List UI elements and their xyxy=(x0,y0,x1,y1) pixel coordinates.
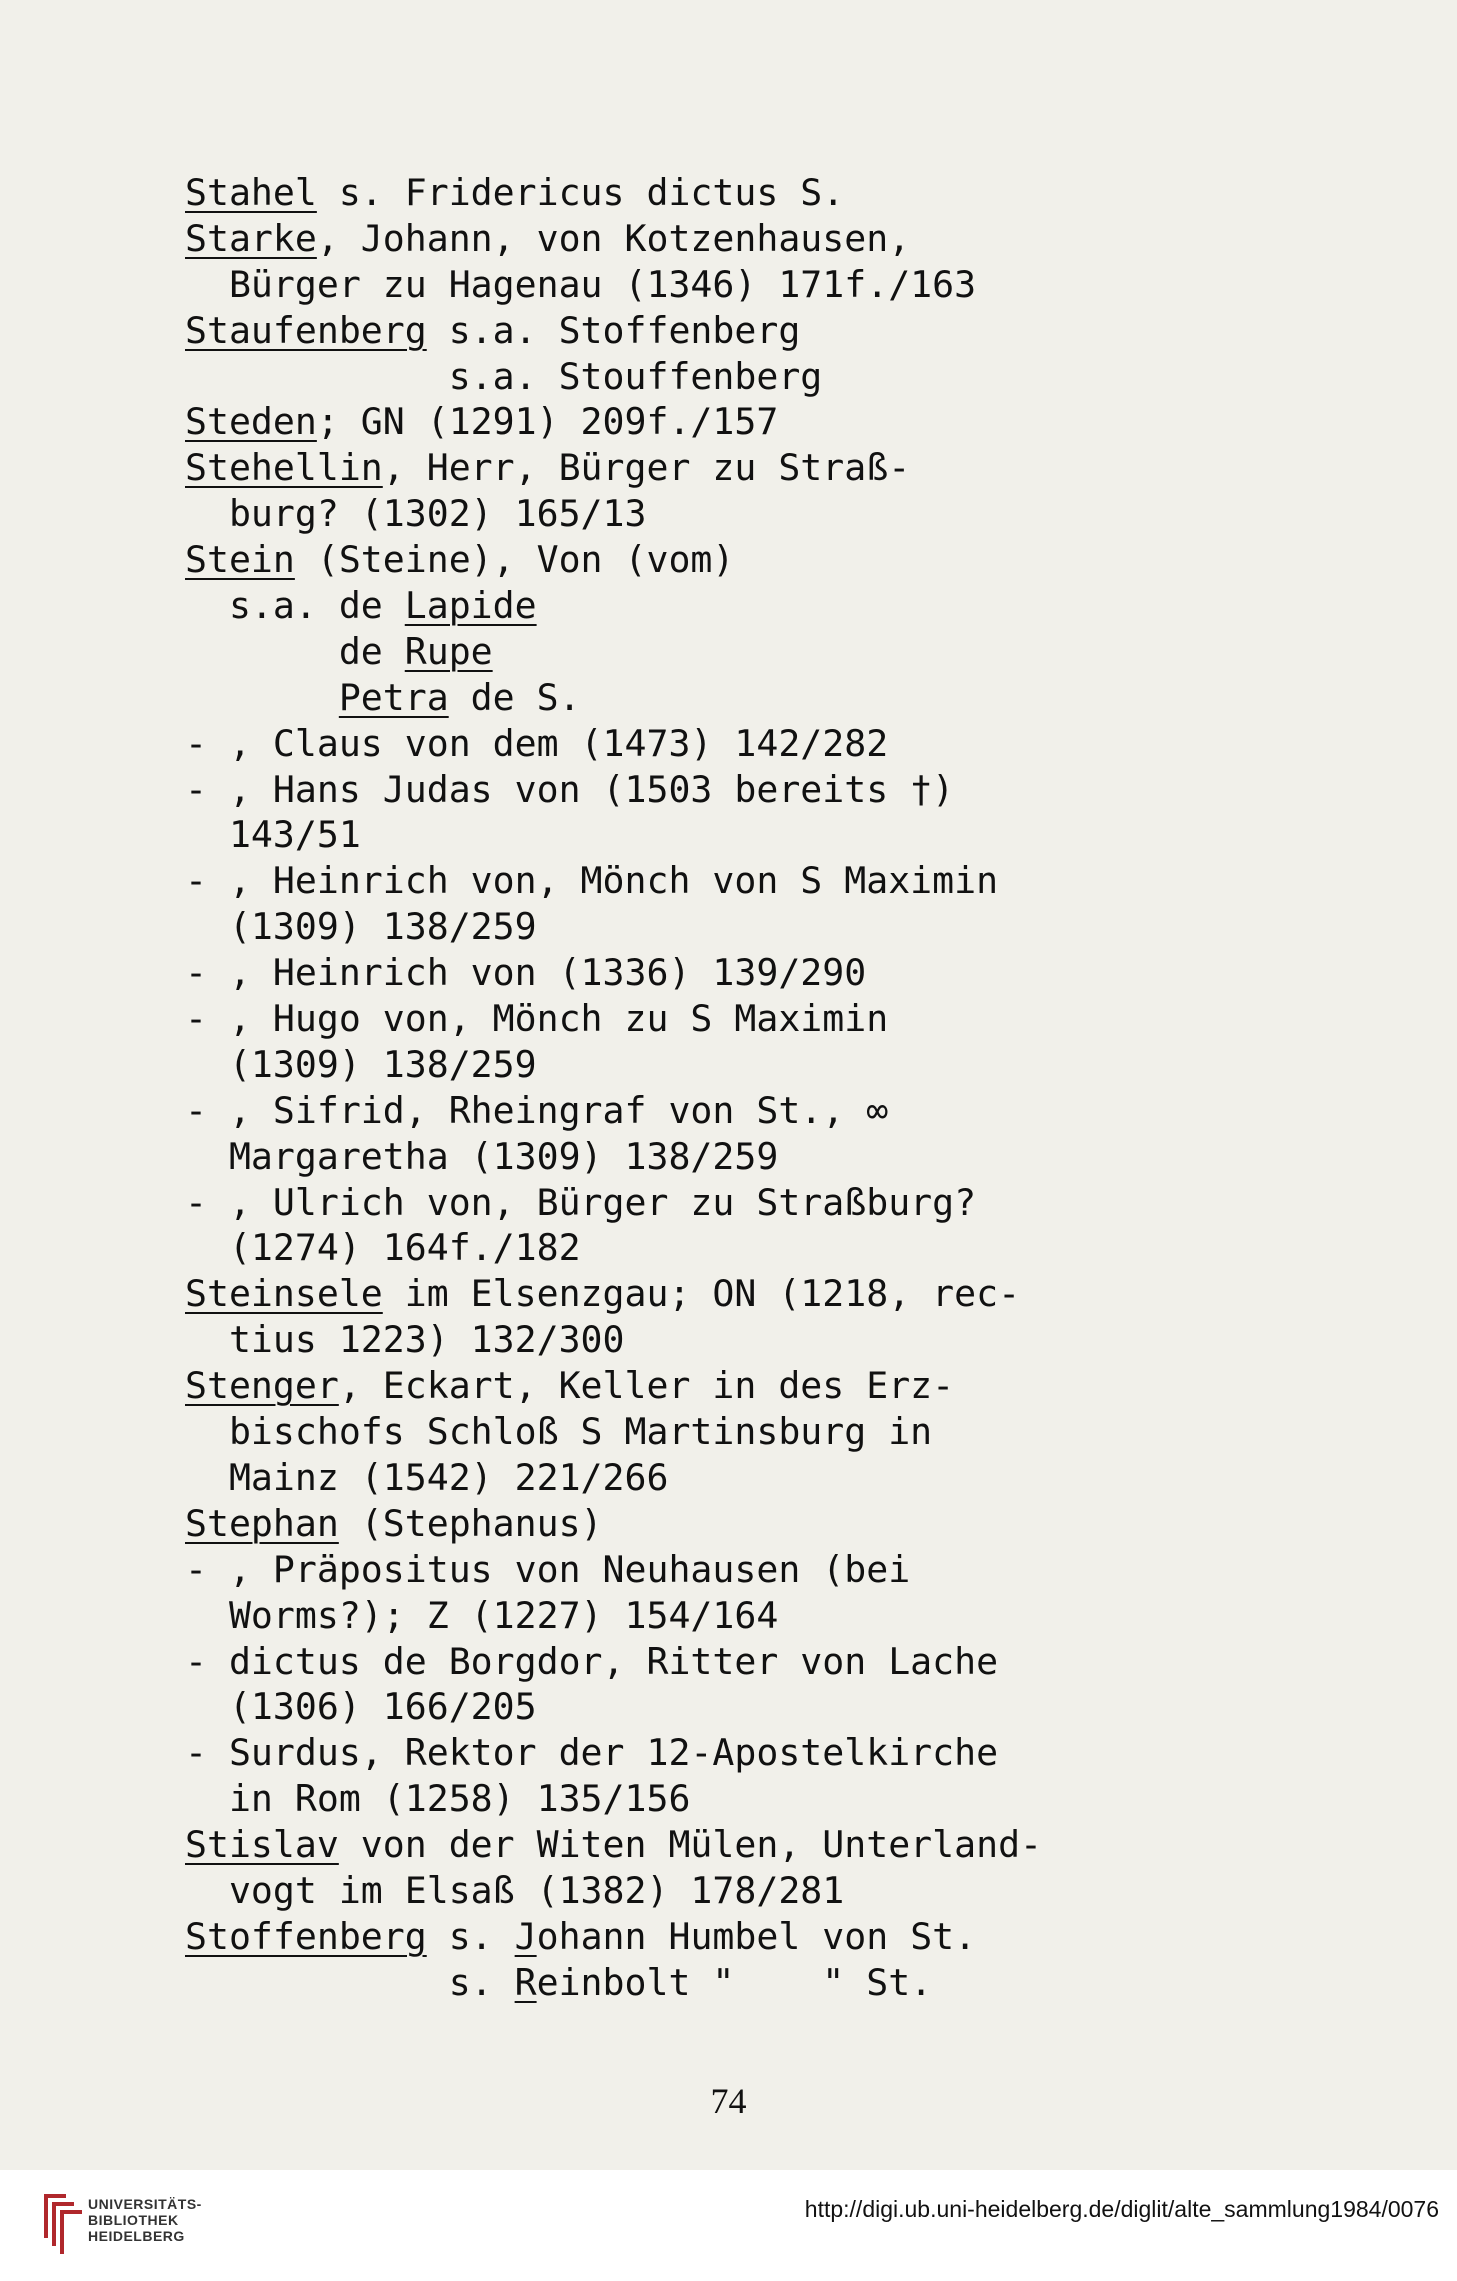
index-line xyxy=(185,1134,1365,1180)
headword: Petra xyxy=(338,675,449,719)
entry-text: bischofs Schloß S Martinsburg in xyxy=(185,1410,933,1454)
library-logo-text xyxy=(88,2196,202,2244)
entry-text: ; GN (1291) 209f./157 xyxy=(316,400,779,444)
index-line xyxy=(185,1455,1365,1501)
index-line xyxy=(185,1042,1365,1088)
entry-text: - , Claus von dem (1473) 142/282 xyxy=(185,721,889,765)
index-line xyxy=(185,308,1365,354)
index-line xyxy=(185,399,1365,445)
entry-text: - , Hugo von, Mönch zu S Maximin xyxy=(185,997,889,1041)
entry-text: in Rom (1258) 135/156 xyxy=(185,1777,691,1821)
headword: Steinsele xyxy=(185,1272,383,1316)
headword: Stehellin xyxy=(185,446,383,490)
index-line xyxy=(185,1363,1365,1409)
index-line xyxy=(185,1960,1365,2006)
index-line xyxy=(185,1593,1365,1639)
index-entries xyxy=(185,170,1365,2006)
entry-text: - , Sifrid, Rheingraf von St., ∞ xyxy=(185,1088,889,1132)
entry-text: (Steine), Von (vom) xyxy=(294,538,735,582)
headword: Staufenberg xyxy=(185,308,427,352)
index-line xyxy=(185,675,1365,721)
index-line xyxy=(185,1225,1365,1271)
index-line xyxy=(185,1868,1365,1914)
library-logo-icon xyxy=(38,2188,84,2260)
entry-text: - , Ulrich von, Bürger zu Straßburg? xyxy=(185,1180,977,1224)
index-line xyxy=(185,1271,1365,1317)
entry-text: , Johann, von Kotzenhausen, xyxy=(316,216,911,260)
headword: Stenger xyxy=(185,1364,339,1408)
index-line xyxy=(185,262,1365,308)
entry-text: burg? (1302) 165/13 xyxy=(185,492,647,536)
entry-text: (1309) 138/259 xyxy=(185,1042,537,1086)
page-number: 74 xyxy=(710,2081,747,2121)
entry-text: s. Fridericus dictus S. xyxy=(316,171,845,214)
entry-text: - dictus de Borgdor, Ritter von Lache xyxy=(185,1639,999,1683)
index-line xyxy=(185,996,1365,1042)
headword: Starke xyxy=(185,216,317,260)
entry-text: s. xyxy=(185,1960,515,2004)
index-line xyxy=(185,216,1365,262)
entry-text: einbolt " " St. xyxy=(536,1960,933,2004)
entry-text: (1309) 138/259 xyxy=(185,905,537,949)
entry-text: - Surdus, Rektor der 12-Apostelkirche xyxy=(185,1731,999,1775)
index-line xyxy=(185,445,1365,491)
entry-text xyxy=(185,676,339,719)
headword: J xyxy=(514,1914,537,1958)
headword: Stislav xyxy=(185,1823,339,1867)
index-line xyxy=(185,491,1365,537)
entry-text: Bürger zu Hagenau (1346) 171f./163 xyxy=(185,262,977,306)
entry-text: s. xyxy=(426,1914,515,1958)
headword: R xyxy=(514,1960,537,2004)
index-line xyxy=(185,721,1365,767)
logo-line: HEIDELBERG xyxy=(88,2228,185,2244)
index-line xyxy=(185,537,1365,583)
index-line xyxy=(185,1730,1365,1776)
index-line xyxy=(185,354,1365,400)
index-line xyxy=(185,1547,1365,1593)
index-line xyxy=(185,1180,1365,1226)
entry-text: (1306) 166/205 xyxy=(185,1685,537,1729)
headword: Stephan xyxy=(185,1501,339,1545)
index-line xyxy=(185,812,1365,858)
entry-text: Margaretha (1309) 138/259 xyxy=(185,1134,779,1178)
entry-text: vogt im Elsaß (1382) 178/281 xyxy=(185,1868,845,1912)
entry-text: von der Witen Mülen, Unterland- xyxy=(338,1823,1043,1867)
headword: Stahel xyxy=(185,171,317,214)
entry-text: ohann Humbel von St. xyxy=(536,1914,977,1958)
entry-text: s.a. de xyxy=(185,584,405,628)
index-line xyxy=(185,858,1365,904)
index-line xyxy=(185,170,1365,216)
logo-line: BIBLIOTHEK xyxy=(88,2212,179,2228)
logo-line: UNIVERSITÄTS- xyxy=(88,2196,202,2212)
entry-text: - , Heinrich von (1336) 139/290 xyxy=(185,951,867,995)
index-line xyxy=(185,583,1365,629)
entry-text: - , Präpositus von Neuhausen (bei xyxy=(185,1547,911,1591)
entry-text: (Stephanus) xyxy=(338,1501,603,1545)
index-line xyxy=(185,1776,1365,1822)
index-line xyxy=(185,1088,1365,1134)
entry-text: tius 1223) 132/300 xyxy=(185,1318,625,1362)
index-line xyxy=(185,1914,1365,1960)
headword: Stein xyxy=(185,538,295,582)
entry-text: 143/51 xyxy=(185,813,361,857)
entry-text: , Herr, Bürger zu Straß- xyxy=(382,446,911,490)
entry-text: - , Heinrich von, Mönch von S Maximin xyxy=(185,859,999,903)
index-line xyxy=(185,1822,1365,1868)
entry-text: Worms?); Z (1227) 154/164 xyxy=(185,1593,779,1637)
entry-text: , Eckart, Keller in des Erz- xyxy=(338,1364,955,1408)
headword: Stoffenberg xyxy=(185,1914,427,1958)
entry-text: s.a. Stouffenberg xyxy=(185,354,823,398)
entry-text: Mainz (1542) 221/266 xyxy=(185,1455,669,1499)
headword: Lapide xyxy=(404,584,537,628)
entry-text: im Elsenzgau; ON (1218, rec- xyxy=(382,1272,1021,1316)
entry-text: de xyxy=(185,629,405,673)
headword: Rupe xyxy=(404,629,493,673)
entry-text: s.a. Stoffenberg xyxy=(426,308,801,352)
index-line xyxy=(185,629,1365,675)
index-line xyxy=(185,1317,1365,1363)
headword: Steden xyxy=(185,400,317,444)
index-line xyxy=(185,1684,1365,1730)
index-line xyxy=(185,1501,1365,1547)
index-line xyxy=(185,767,1365,813)
index-line xyxy=(185,1409,1365,1455)
entry-text: de S. xyxy=(448,675,581,719)
entry-text: (1274) 164f./182 xyxy=(185,1226,581,1270)
entry-text: - , Hans Judas von (1503 bereits †) xyxy=(185,767,955,811)
index-line xyxy=(185,950,1365,996)
source-url[interactable]: http://digi.ub.uni-heidelberg.de/diglit/alte_sammlung1984/0076 xyxy=(804,2196,1439,2222)
footer-bar xyxy=(0,2170,1457,2281)
index-line xyxy=(185,904,1365,950)
index-line xyxy=(185,1639,1365,1685)
